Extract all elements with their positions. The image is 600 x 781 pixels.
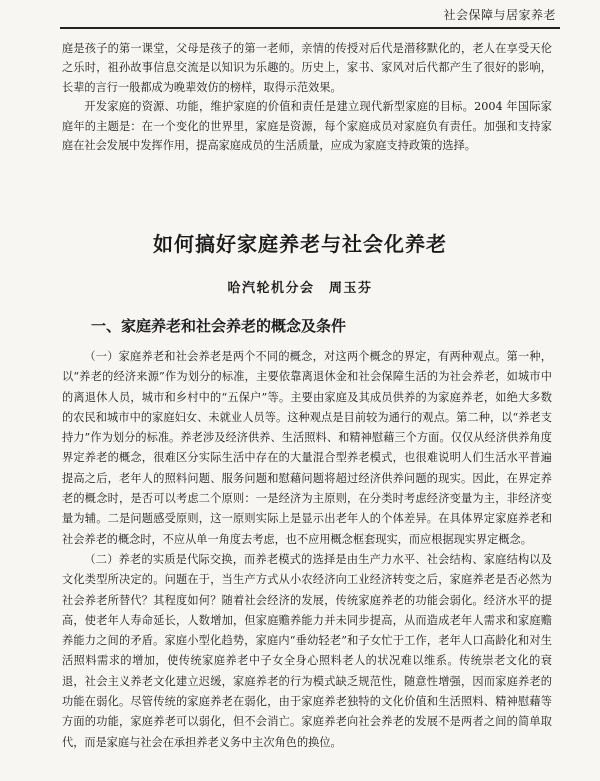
article-paragraph-1: （一）家庭养老和社会养老是两个不同的概念，对这两个概念的界定，有两种观点。第一种，以“养老的经济来源”作为划分的标准，主要依靠离退休金和社会保障生活的为社会养老，如城市中的离退休人员，城市和乡村中的“五保户”等。主要由家庭及其成员供养的为家庭养老，如绝大多数的农民和城市中的家庭妇女、未就业人员等。这种观点是目前较为通行的观点。第二种，以“养老支持力”作为划分的标准。养老涉及经济供养、生活照料、和精神慰藉三个方面。仅仅从经济供养角度界定养老的概念，很难区分实际生活中存在的大量混合型养老模式，也很难说明人们生活水平普遍提高之后，老年人的照料问题、服务问题和慰藉问题将超过经济供养问题的现实。因此，在界定养老的概念时，是否可以考虑二个原则：一是经济为主原则，在分类时考虑经济变量为主，非经济变量为辅。二是问题感受原则，这一原则实际上是显示出老年人的个体差异。在具体界定家庭养老和社会养老的概念时，不应从单一角度去考虑，也不应用概念框套现实，而应根据现实界定概念。 (62, 350, 552, 546)
article-author: 哈汽轮机分会 周玉芬 (227, 281, 373, 296)
article-paragraph-2: （二）养老的实质是代际交换，而养老模式的选择是由生产力水平、社会结构、家庭结构以及文化类型所决定的。问题在于，当生产方式从小农经济向工业经济转变之后，家庭养老是否必然为社会养老所替代？其程度如何？随着社会经济的发展，传统家庭养老的功能会弱化。经济水平的提高，使老年人寿命延长，人数增加，但家庭赡养能力并未同步提高，从而造成老年人需求和家庭赡养能力之间的矛盾。家庭小型化趋势，家庭内“垂幼轻老”和子女忙于工作，老年人口高龄化和对生活照料需求的增加，使传统家庭养老中子女全身心照料老人的状况难以维系。传统崇老文化的衰退，社会主义养老文化建立迟缓，家庭养老的行为模式缺乏规范性，随意性增强，因而家庭养老的功能在弱化。尽管传统的家庭养老在弱化，由于家庭养老独特的文化价值和生活照料、精神慰藉等方面的功能，家庭养老可以弱化，但不会消亡。家庭养老向社会养老的发展不是两者之间的简单取代，而是家庭与社会在承担养老义务中主次角色的换位。 (62, 552, 552, 749)
header-rule (60, 27, 560, 29)
intro-paragraph-1: 庭是孩子的第一课堂，父母是孩子的第一老师，亲情的传授对后代是潜移默化的，老人在享受天伦之乐时，祖孙故事信息交流是以知识为乐趣的。历史上，家书、家风对后代都产生了很好的影响，长辈的言行一般都成为晚辈效仿的榜样，取得示范效果。 (62, 42, 552, 94)
intro-paragraph-2: 开发家庭的资源、功能，维护家庭的价值和责任是建立现代新型家庭的目标。2004 年国际家庭年的主题是：在一个变化的世界里，家庭是资源，每个家庭成员对家庭负有责任。加强和支持家庭在社会发展中发挥作用，提高家庭成员的生活质量，应成为家庭支持政策的选择。 (62, 100, 552, 153)
intro-text (62, 39, 552, 155)
section-heading: 一、家庭养老和社会养老的概念及条件 (91, 317, 347, 335)
running-head: 社会保障与居家养老 (443, 8, 556, 22)
article-title: 如何搞好家庭养老与社会化养老 (153, 232, 447, 256)
article-body (62, 347, 552, 753)
